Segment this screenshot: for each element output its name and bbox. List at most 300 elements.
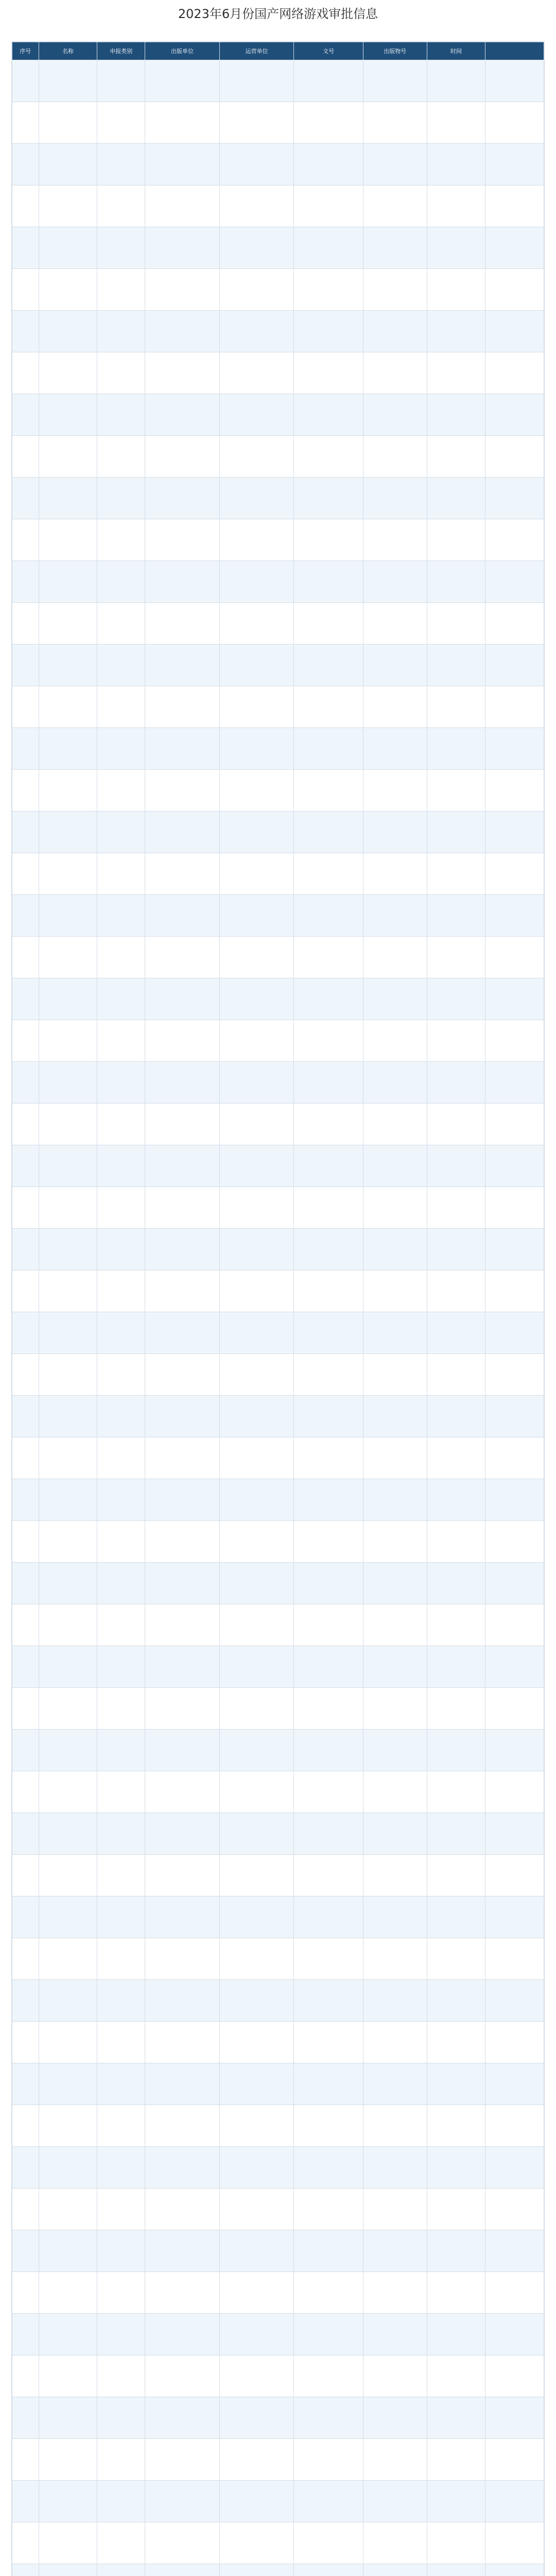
table-cell (427, 1896, 485, 1938)
table-cell (363, 2022, 427, 2063)
table-cell (485, 686, 544, 728)
table-header (12, 42, 544, 60)
table-cell (219, 1020, 294, 1062)
table-cell (427, 1229, 485, 1270)
table-cell (294, 1145, 363, 1187)
table-cell (12, 1688, 39, 1730)
table-cell (363, 937, 427, 978)
table-cell (427, 978, 485, 1020)
table-cell (97, 2230, 145, 2272)
table-cell (219, 2397, 294, 2439)
table-cell (363, 352, 427, 394)
table-cell (219, 269, 294, 311)
table-cell (485, 2063, 544, 2105)
table-row (12, 2189, 544, 2230)
table-cell (427, 645, 485, 686)
table-cell (363, 2397, 427, 2439)
table-cell (97, 2189, 145, 2230)
table-cell (97, 227, 145, 269)
table-cell (12, 1145, 39, 1187)
table-cell (12, 895, 39, 937)
table-cell (12, 2022, 39, 2063)
table-cell (145, 1980, 220, 2022)
table-row (12, 1187, 544, 1229)
table-cell (427, 478, 485, 519)
table-cell (363, 2481, 427, 2522)
table-cell (39, 1563, 97, 1604)
table-cell (97, 2272, 145, 2314)
table-cell (12, 1396, 39, 1437)
table-row (12, 1270, 544, 1312)
header-publication-number: 出版物号 (363, 42, 427, 60)
table-cell (427, 519, 485, 561)
table-cell (219, 2439, 294, 2481)
table-row (12, 1855, 544, 1896)
table-cell (145, 2522, 220, 2564)
table-cell (219, 2355, 294, 2397)
table-cell (145, 1521, 220, 1563)
table-cell (363, 1938, 427, 1980)
table-cell (145, 2022, 220, 2063)
table-cell (39, 311, 97, 352)
header-date: 时间 (427, 42, 485, 60)
table-cell (145, 1855, 220, 1896)
table-cell (97, 2314, 145, 2355)
table-cell (39, 1270, 97, 1312)
table-cell (363, 645, 427, 686)
table-row (12, 728, 544, 770)
table-cell (97, 2147, 145, 2189)
table-cell (485, 1980, 544, 2022)
table-cell (363, 1688, 427, 1730)
table-cell (12, 1062, 39, 1104)
table-cell (97, 770, 145, 811)
table-cell (294, 1354, 363, 1396)
table-cell (427, 2355, 485, 2397)
table-cell (363, 185, 427, 227)
table-cell (294, 352, 363, 394)
table-cell (485, 937, 544, 978)
table-cell (39, 1896, 97, 1938)
table-cell (219, 1688, 294, 1730)
table-cell (219, 811, 294, 853)
table-cell (12, 102, 39, 144)
table-cell (145, 1604, 220, 1646)
table-cell (12, 60, 39, 102)
table-cell (427, 1688, 485, 1730)
table-cell (145, 102, 220, 144)
table-cell (427, 2481, 485, 2522)
table-cell (97, 1270, 145, 1312)
table-cell (12, 1229, 39, 1270)
table-cell (97, 2063, 145, 2105)
table-cell (363, 1145, 427, 1187)
table-cell (97, 1312, 145, 1354)
table-cell (145, 1312, 220, 1354)
table-cell (219, 2522, 294, 2564)
table-cell (12, 686, 39, 728)
table-cell (145, 1646, 220, 1688)
table-cell (219, 1521, 294, 1563)
table-cell (12, 2439, 39, 2481)
table-cell (12, 2397, 39, 2439)
table-cell (39, 2230, 97, 2272)
table-cell (97, 2022, 145, 2063)
table-cell (485, 1813, 544, 1855)
table-cell (12, 853, 39, 895)
table-cell (219, 1813, 294, 1855)
table-row (12, 978, 544, 1020)
table-row (12, 1354, 544, 1396)
table-cell (39, 436, 97, 478)
table-cell (427, 394, 485, 436)
table-cell (39, 185, 97, 227)
table-cell (39, 1396, 97, 1437)
table-cell (294, 519, 363, 561)
table-row (12, 645, 544, 686)
table-cell (294, 1563, 363, 1604)
table-cell (294, 311, 363, 352)
table-cell (39, 394, 97, 436)
table-cell (39, 1646, 97, 1688)
table-cell (294, 60, 363, 102)
table-cell (294, 2189, 363, 2230)
table-row (12, 603, 544, 645)
table-cell (485, 1229, 544, 1270)
table-cell (363, 853, 427, 895)
table-cell (12, 1187, 39, 1229)
table-cell (363, 2355, 427, 2397)
table-cell (39, 645, 97, 686)
table-cell (97, 2439, 145, 2481)
table-cell (39, 2481, 97, 2522)
table-cell (427, 895, 485, 937)
table-cell (294, 1104, 363, 1145)
table-cell (97, 1062, 145, 1104)
table-cell (427, 2439, 485, 2481)
table-cell (12, 1980, 39, 2022)
table-cell (363, 1104, 427, 1145)
table-cell (485, 185, 544, 227)
table-cell (97, 645, 145, 686)
table-cell (485, 1145, 544, 1187)
table-row (12, 2355, 544, 2397)
table-cell (145, 895, 220, 937)
table-cell (427, 853, 485, 895)
table-cell (97, 144, 145, 185)
table-cell (363, 603, 427, 645)
table-cell (97, 1229, 145, 1270)
table-cell (427, 1563, 485, 1604)
table-cell (294, 2063, 363, 2105)
table-cell (12, 2272, 39, 2314)
table-cell (427, 436, 485, 478)
table-cell (39, 478, 97, 519)
table-cell (219, 561, 294, 603)
table-cell (97, 1020, 145, 1062)
table-cell (427, 2147, 485, 2189)
table-cell (219, 645, 294, 686)
table-cell (219, 686, 294, 728)
table-cell (145, 1396, 220, 1437)
table-cell (145, 1437, 220, 1479)
table-cell (12, 1730, 39, 1771)
table-cell (363, 1980, 427, 2022)
table-cell (97, 1980, 145, 2022)
table-cell (39, 144, 97, 185)
header-approval-number: 文号 (294, 42, 363, 60)
table-cell (12, 1270, 39, 1312)
table-cell (145, 519, 220, 561)
table-cell (294, 1688, 363, 1730)
table-cell (485, 311, 544, 352)
table-cell (427, 185, 485, 227)
table-cell (97, 2355, 145, 2397)
table-cell (97, 1187, 145, 1229)
table-cell (363, 1479, 427, 1521)
table-row (12, 1938, 544, 1980)
table-cell (145, 2189, 220, 2230)
table-cell (485, 60, 544, 102)
table-cell (294, 561, 363, 603)
table-cell (427, 1020, 485, 1062)
table-cell (219, 728, 294, 770)
table-cell (219, 2564, 294, 2576)
table-cell (97, 1813, 145, 1855)
table-row (12, 561, 544, 603)
table-cell (294, 645, 363, 686)
table-cell (294, 1604, 363, 1646)
table-cell (145, 1145, 220, 1187)
table-cell (145, 2105, 220, 2147)
table-cell (363, 436, 427, 478)
table-cell (219, 102, 294, 144)
table-cell (427, 1396, 485, 1437)
table-cell (145, 269, 220, 311)
table-cell (219, 519, 294, 561)
table-cell (39, 1771, 97, 1813)
table-cell (427, 2022, 485, 2063)
table-cell (12, 2230, 39, 2272)
table-row (12, 1521, 544, 1563)
table-cell (485, 1312, 544, 1354)
table-body (12, 60, 544, 2576)
table-cell (363, 1312, 427, 1354)
table-cell (145, 2481, 220, 2522)
table-cell (294, 1521, 363, 1563)
table-cell (39, 853, 97, 895)
table-cell (294, 1229, 363, 1270)
table-cell (39, 2022, 97, 2063)
table-cell (363, 1437, 427, 1479)
table-cell (294, 686, 363, 728)
table-cell (485, 1437, 544, 1479)
table-row (12, 811, 544, 853)
table-cell (219, 1312, 294, 1354)
table-cell (219, 1145, 294, 1187)
table-cell (145, 2397, 220, 2439)
table-cell (145, 1813, 220, 1855)
table-cell (363, 2522, 427, 2564)
table-cell (12, 478, 39, 519)
table-cell (39, 2063, 97, 2105)
table-cell (219, 352, 294, 394)
table-cell (39, 1145, 97, 1187)
table-cell (363, 561, 427, 603)
table-cell (485, 2481, 544, 2522)
table-cell (39, 1354, 97, 1396)
table-cell (145, 1688, 220, 1730)
table-cell (427, 1145, 485, 1187)
table-cell (145, 1229, 220, 1270)
table-cell (12, 1020, 39, 1062)
table-cell (145, 978, 220, 1020)
table-cell (294, 1813, 363, 1855)
table-row (12, 436, 544, 478)
table-cell (219, 311, 294, 352)
table-cell (363, 2063, 427, 2105)
table-cell (427, 728, 485, 770)
table-row (12, 269, 544, 311)
table-row (12, 1020, 544, 1062)
table-cell (12, 269, 39, 311)
table-cell (427, 1312, 485, 1354)
table-cell (39, 1437, 97, 1479)
table-cell (12, 978, 39, 1020)
table-cell (294, 102, 363, 144)
table-cell (485, 2355, 544, 2397)
table-cell (219, 2230, 294, 2272)
table-cell (427, 603, 485, 645)
table-cell (294, 1980, 363, 2022)
table-cell (427, 2189, 485, 2230)
table-row (12, 2272, 544, 2314)
table-cell (97, 603, 145, 645)
table-cell (145, 1020, 220, 1062)
table-cell (485, 1396, 544, 1437)
table-cell (97, 1688, 145, 1730)
table-cell (219, 2189, 294, 2230)
table-cell (39, 1229, 97, 1270)
table-cell (427, 2105, 485, 2147)
table-cell (485, 1646, 544, 1688)
table-cell (485, 394, 544, 436)
table-cell (12, 352, 39, 394)
table-cell (145, 2314, 220, 2355)
table-cell (39, 2355, 97, 2397)
table-cell (219, 1270, 294, 1312)
table-cell (363, 686, 427, 728)
table-cell (219, 227, 294, 269)
table-cell (39, 1688, 97, 1730)
table-cell (427, 561, 485, 603)
table-cell (294, 2439, 363, 2481)
table-row (12, 1980, 544, 2022)
table-cell (39, 1104, 97, 1145)
table-cell (427, 1646, 485, 1688)
header-name: 名称 (39, 42, 97, 60)
table-cell (39, 1062, 97, 1104)
table-row (12, 394, 544, 436)
table-cell (12, 811, 39, 853)
table-cell (12, 1896, 39, 1938)
table-cell (485, 1187, 544, 1229)
table-cell (485, 1479, 544, 1521)
table-cell (145, 1187, 220, 1229)
table-cell (294, 1312, 363, 1354)
table-cell (97, 1938, 145, 1980)
table-cell (39, 2272, 97, 2314)
table-cell (485, 1270, 544, 1312)
table-row (12, 352, 544, 394)
table-cell (12, 1771, 39, 1813)
table-cell (427, 1270, 485, 1312)
table-cell (145, 2272, 220, 2314)
table-cell (219, 1855, 294, 1896)
table-cell (12, 2147, 39, 2189)
table-cell (427, 269, 485, 311)
table-cell (363, 227, 427, 269)
table-cell (219, 478, 294, 519)
table-cell (427, 227, 485, 269)
table-cell (485, 1855, 544, 1896)
table-cell (12, 2105, 39, 2147)
table-cell (294, 1479, 363, 1521)
table-cell (12, 1437, 39, 1479)
table-cell (485, 645, 544, 686)
table-cell (145, 311, 220, 352)
table-row (12, 853, 544, 895)
table-cell (294, 811, 363, 853)
table-cell (12, 519, 39, 561)
table-cell (485, 1354, 544, 1396)
table-cell (485, 436, 544, 478)
table-cell (97, 561, 145, 603)
header-operator: 运营单位 (219, 42, 294, 60)
table-cell (97, 519, 145, 561)
table-cell (12, 1855, 39, 1896)
table-cell (294, 1646, 363, 1688)
table-cell (294, 2522, 363, 2564)
table-cell (97, 2105, 145, 2147)
table-cell (485, 2314, 544, 2355)
table-cell (219, 853, 294, 895)
table-cell (294, 2230, 363, 2272)
table-cell (219, 1229, 294, 1270)
table-row (12, 1771, 544, 1813)
table-cell (485, 2564, 544, 2576)
table-cell (294, 2314, 363, 2355)
table-cell (97, 1896, 145, 1938)
table-cell (485, 1563, 544, 1604)
table-cell (39, 2189, 97, 2230)
table-cell (485, 1938, 544, 1980)
table-cell (39, 1855, 97, 1896)
table-cell (219, 1938, 294, 1980)
table-cell (427, 1104, 485, 1145)
table-cell (97, 1855, 145, 1896)
table-cell (485, 1771, 544, 1813)
table-cell (485, 2022, 544, 2063)
table-cell (363, 311, 427, 352)
table-row (12, 686, 544, 728)
table-row (12, 1646, 544, 1688)
table-cell (427, 60, 485, 102)
table-cell (219, 1187, 294, 1229)
table-cell (39, 1938, 97, 1980)
table-row (12, 1229, 544, 1270)
table-cell (363, 1396, 427, 1437)
